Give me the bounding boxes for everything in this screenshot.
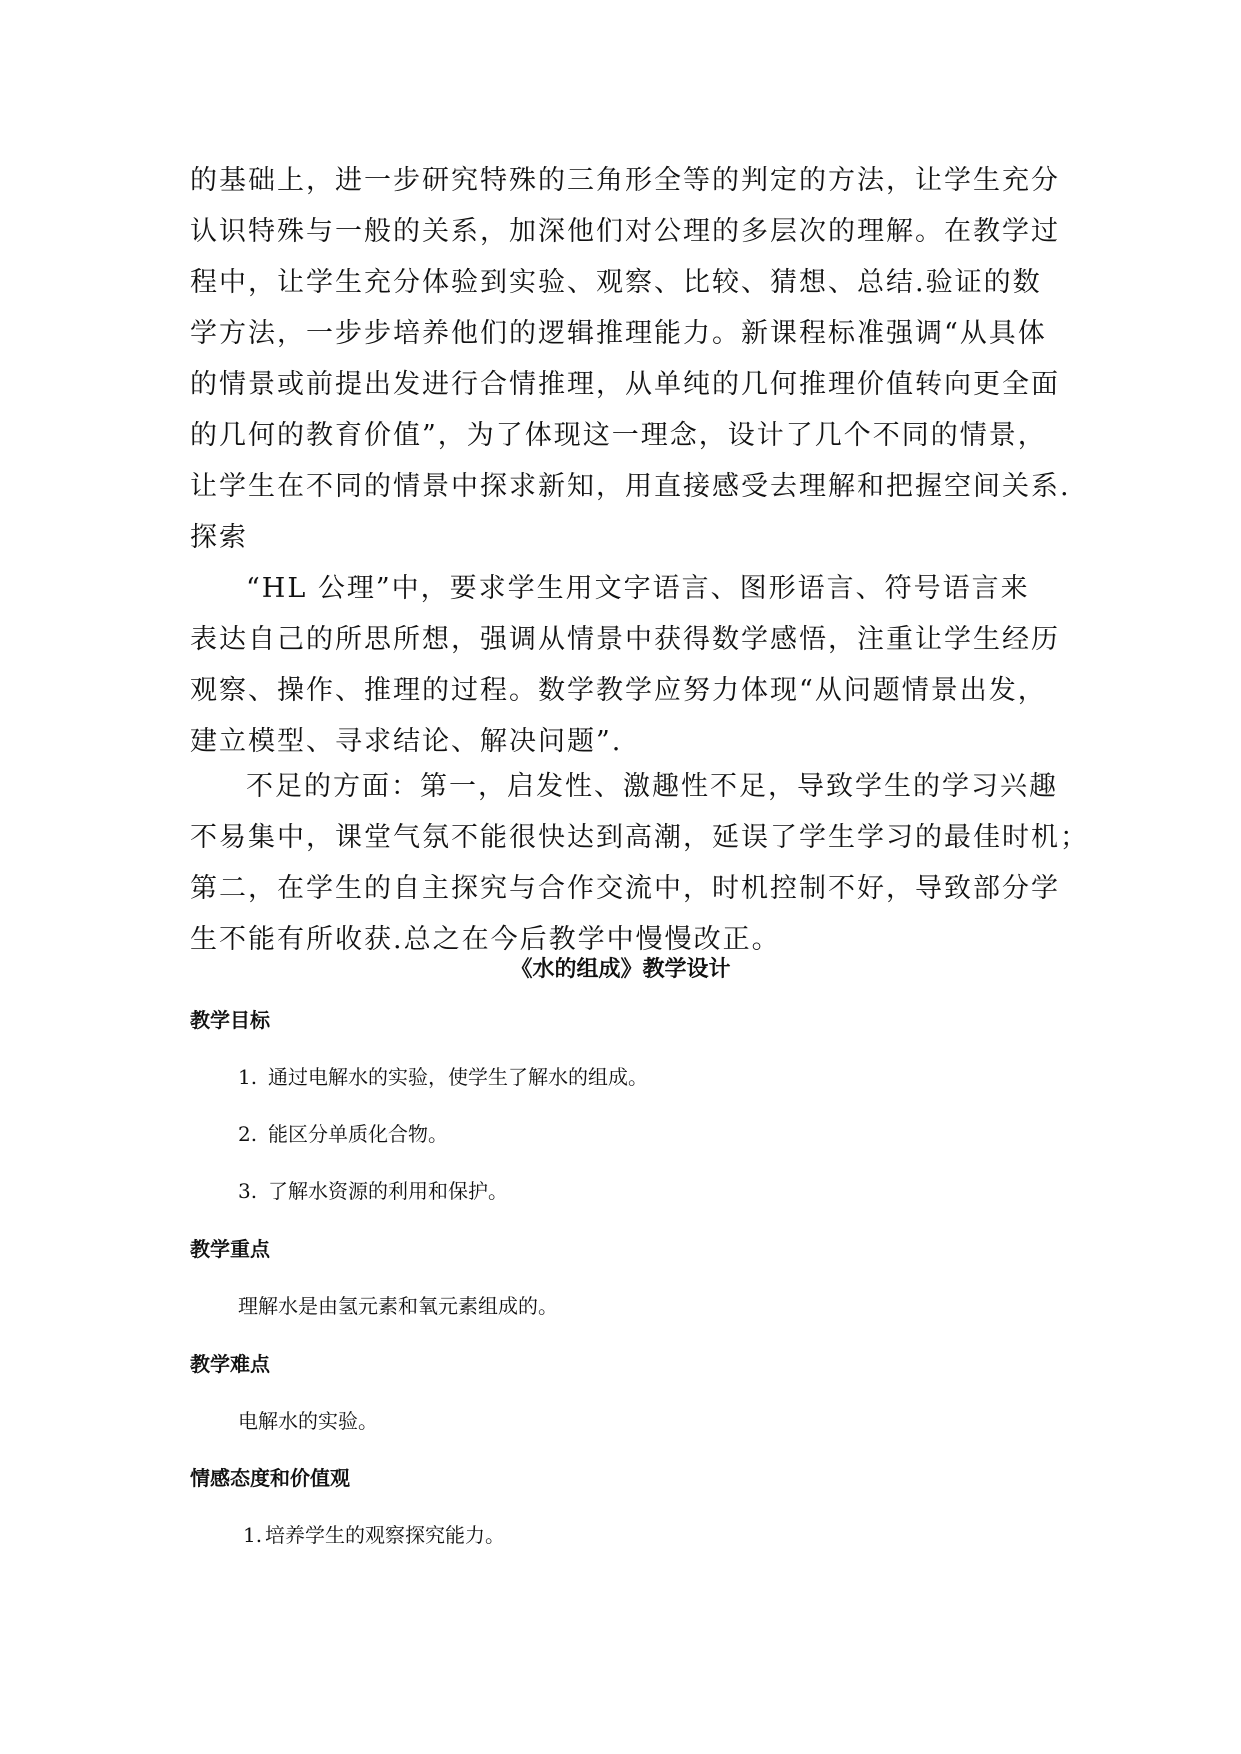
text-line: 观察、操作、推理的过程。数学教学应努力体现“从问题情景出发， — [190, 675, 1047, 706]
paragraph-reflection-1 — [190, 155, 1071, 563]
item-number: 1. — [243, 1523, 263, 1547]
objective-item — [238, 1177, 508, 1205]
item-text: 通过电解水的实验，使学生了解水的组成。 — [268, 1065, 648, 1089]
text-line: 的几何的教育价值”，为了体现这一理念，设计了几个不同的情景， — [190, 420, 1047, 451]
text-line: 探索 — [190, 522, 248, 553]
item-text: 培养学生的观察探究能力。 — [265, 1523, 505, 1547]
difficulties-text: 电解水的实验。 — [238, 1409, 378, 1433]
text-line: 的基础上，进一步研究特殊的三角形全等的判定的方法，让学生充分 — [190, 165, 1060, 196]
item-text: 了解水资源的利用和保护。 — [268, 1179, 508, 1203]
key-points-text: 理解水是由氢元素和氧元素组成的。 — [238, 1294, 558, 1318]
text-line: 第二，在学生的自主探究与合作交流中，时机控制不好，导致部分学 — [190, 873, 1060, 904]
text-line: 让学生在不同的情景中探求新知，用直接感受去理解和把握空间关系. — [190, 471, 1071, 502]
item-number: 1. — [238, 1065, 258, 1089]
text-line: 生不能有所收获.总之在今后教学中慢慢改正。 — [190, 924, 781, 955]
text-line: 的情景或前提出发进行合情推理，从单纯的几何推理价值转向更全面 — [190, 369, 1060, 400]
lesson-title: 《水的组成》教学设计 — [510, 957, 731, 982]
item-number: 2. — [238, 1122, 258, 1146]
text-line: 学方法，一步步培养他们的逻辑推理能力。新课程标准强调“从具体 — [190, 318, 1047, 349]
paragraph-reflection-2 — [190, 563, 1060, 767]
heading-difficulties: 教学难点 — [190, 1352, 270, 1376]
heading-key-points: 教学重点 — [190, 1237, 270, 1261]
text-line: 程中，让学生充分体验到实验、观察、比较、猜想、总结.验证的数 — [190, 267, 1042, 298]
text-line: 认识特殊与一般的关系，加深他们对公理的多层次的理解。在教学过 — [190, 216, 1060, 247]
heading-objectives: 教学目标 — [190, 1008, 270, 1032]
heading-values: 情感态度和价值观 — [190, 1466, 350, 1490]
text-line: 不足的方面：第一，启发性、激趣性不足，导致学生的学习兴趣 — [246, 771, 1058, 802]
item-number: 3. — [238, 1179, 258, 1203]
text-line: “HL 公理”中，要求学生用文字语言、图形语言、符号语言来 — [246, 573, 1030, 604]
values-item — [243, 1521, 505, 1549]
objective-item — [238, 1063, 648, 1091]
text-line: 不易集中，课堂气氛不能很快达到高潮，延误了学生学习的最佳时机； — [190, 822, 1089, 853]
paragraph-reflection-3 — [190, 761, 1089, 965]
objective-item — [238, 1120, 448, 1148]
text-line: 建立模型、寻求结论、解决问题”. — [190, 726, 623, 757]
text-line: 表达自己的所思所想，强调从情景中获得数学感悟，注重让学生经历 — [190, 624, 1060, 655]
item-text: 能区分单质化合物。 — [268, 1122, 448, 1146]
